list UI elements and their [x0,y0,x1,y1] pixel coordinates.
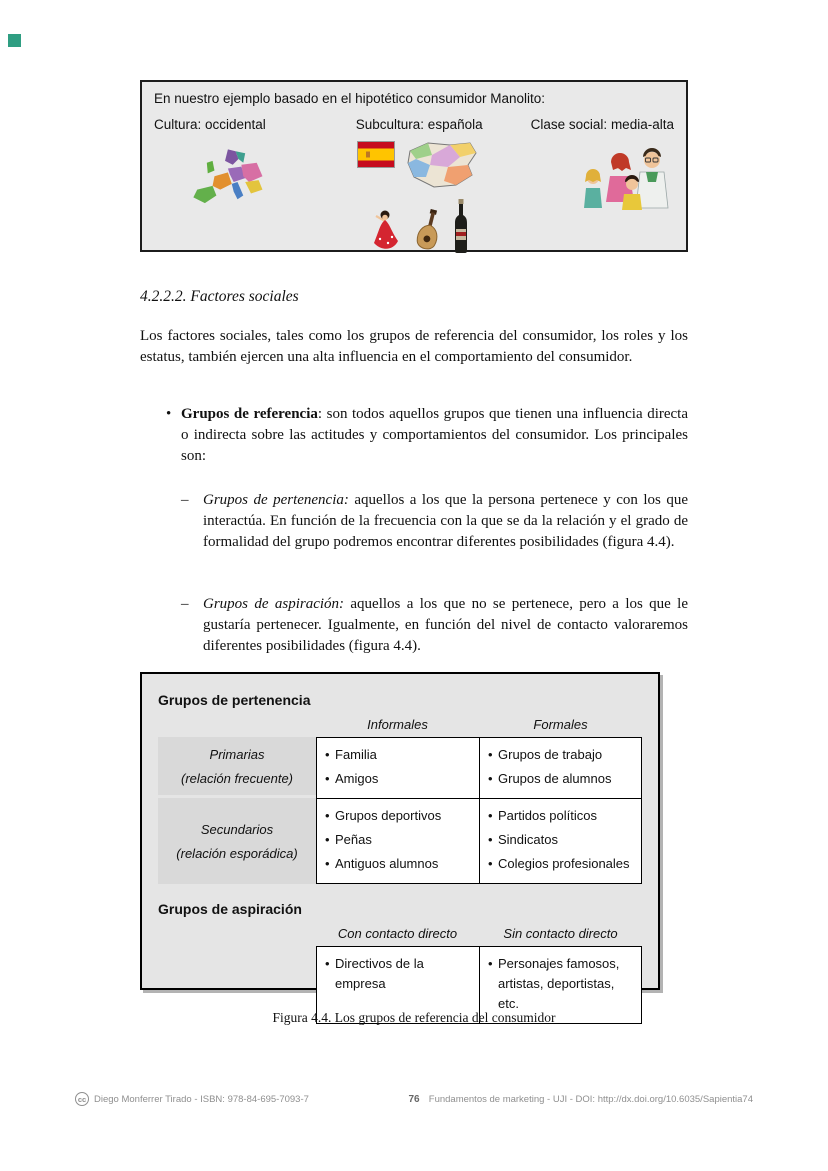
wine-bottle-icon [453,199,469,260]
list-item: • Familia [325,747,377,762]
list-item: • Grupos deportivos [325,808,442,823]
dash-marker: – [181,492,189,508]
row-primarias [158,737,642,798]
header-contacto-directo: Con contacto directo [337,926,458,941]
list-item: • Antiguos alumnos [325,856,439,871]
social-class-column [513,117,674,260]
header-informales: Informales [367,717,428,732]
example-box-title: En nuestro ejemplo basado en el hipotético consumidor Manolito: [154,91,545,106]
footer-isbn-text: Diego Monferrer Tirado - ISBN: 978-84-695-7093-7 [94,1093,309,1105]
cell-secundarios-informales [316,798,479,884]
list-item: • Grupos de trabajo [488,747,603,762]
subbullet-pertenencia-text: aquellos a los que la persona pertenece y con los que interactúa. En función de la frecuencia con la que se da la relación y el grado de formalidad del grupo podremos encontrar diferentes posibilidades (figura 4.4). [203,492,688,550]
bullet-term: Grupos de referencia [181,406,318,422]
culture-label: Cultura: occidental [154,117,266,132]
label-secundarios: Secundarios (relación esporádica) [158,798,316,884]
pertenencia-header-row [158,714,642,737]
flamenco-dancer-icon [369,209,403,260]
list-item: • Colegios profesionales [488,856,630,871]
family-cartoon-icon [513,148,674,210]
bandurria-guitar-icon [409,207,447,263]
list-item: • Grupos de alumnos [488,771,612,786]
list-item: • Personajes famosos, artistas, deportistas, etc. [488,956,620,1011]
list-item: • Partidos políticos [488,808,597,823]
footer-doi-text: Fundamentos de marketing - UJI - DOI: http://dx.doi.org/10.6035/Sapientia74 [428,1093,753,1105]
pertenencia-table [158,714,642,884]
dash-marker: – [181,596,189,612]
cell-secundarios-formales [479,798,642,884]
subbullet-aspiracion-text: aquellos a los que no se pertenece, pero a los que le gustaría pertenecer. Igualmente, en función del nivel de contacto valoraremos diferentes posibilidades (figura 4.4). [203,596,688,654]
spain-collage-bottom [369,199,469,260]
page-number: 76 [408,1093,420,1105]
aspiracion-table [158,923,642,1024]
subculture-column [326,117,513,260]
figure-caption: Figura 4.4. Los grupos de referencia del consumidor [272,1010,556,1025]
culture-column [154,117,326,260]
cell-primarias-informales [316,737,479,798]
example-box-row [154,117,674,260]
list-item: • Directivos de la empresa [325,956,424,991]
corner-mark [8,34,21,47]
row-secundarios [158,798,642,884]
footer-left [75,1092,309,1106]
list-item: • Amigos [325,771,379,786]
spain-flag-icon [357,141,395,168]
spain-map-icon [404,135,482,198]
figure-box [140,672,660,1011]
list-item: • Peñas [325,832,372,847]
bullet-text: : son todos aquellos grupos que tienen una influencia directa o indirecta sobre las actitudes y comportamientos del consumidor. Los principales son: [181,406,688,464]
subculture-label: Subcultura: española [355,117,483,132]
example-box [140,80,688,252]
aspiracion-title: Grupos de aspiración [158,901,302,917]
cell-primarias-formales [479,737,642,798]
cc-icon: cc [75,1092,89,1106]
list-item: • Sindicatos [488,832,558,847]
pertenencia-title: Grupos de pertenencia [158,692,311,708]
aspiracion-header-row [158,923,642,946]
header-sin-contacto: Sin contacto directo [503,926,618,941]
label-primarias: Primarias (relación frecuente) [158,737,316,798]
intro-paragraph: Los factores sociales, tales como los grupos de referencia del consumidor, los roles y los estatus, también ejercen una alta influencia en el comportamiento del consumidor. [140,328,688,365]
subbullet-pertenencia [181,490,688,553]
section-heading: 4.2.2.2. Factores sociales [140,288,299,305]
bullet-grupos-referencia [166,404,688,467]
header-formales: Formales [533,717,588,732]
bullet-marker: • [166,406,172,422]
subbullet-aspiracion [181,594,688,657]
spain-collage [326,135,513,260]
social-class-label: Clase social: media-alta [530,117,674,132]
page-footer [75,1092,753,1106]
europe-map-icon [178,146,326,223]
subbullet-aspiracion-term: Grupos de aspiración: [203,596,345,612]
subbullet-pertenencia-term: Grupos de pertenencia: [203,492,349,508]
spain-collage-top [357,135,482,198]
